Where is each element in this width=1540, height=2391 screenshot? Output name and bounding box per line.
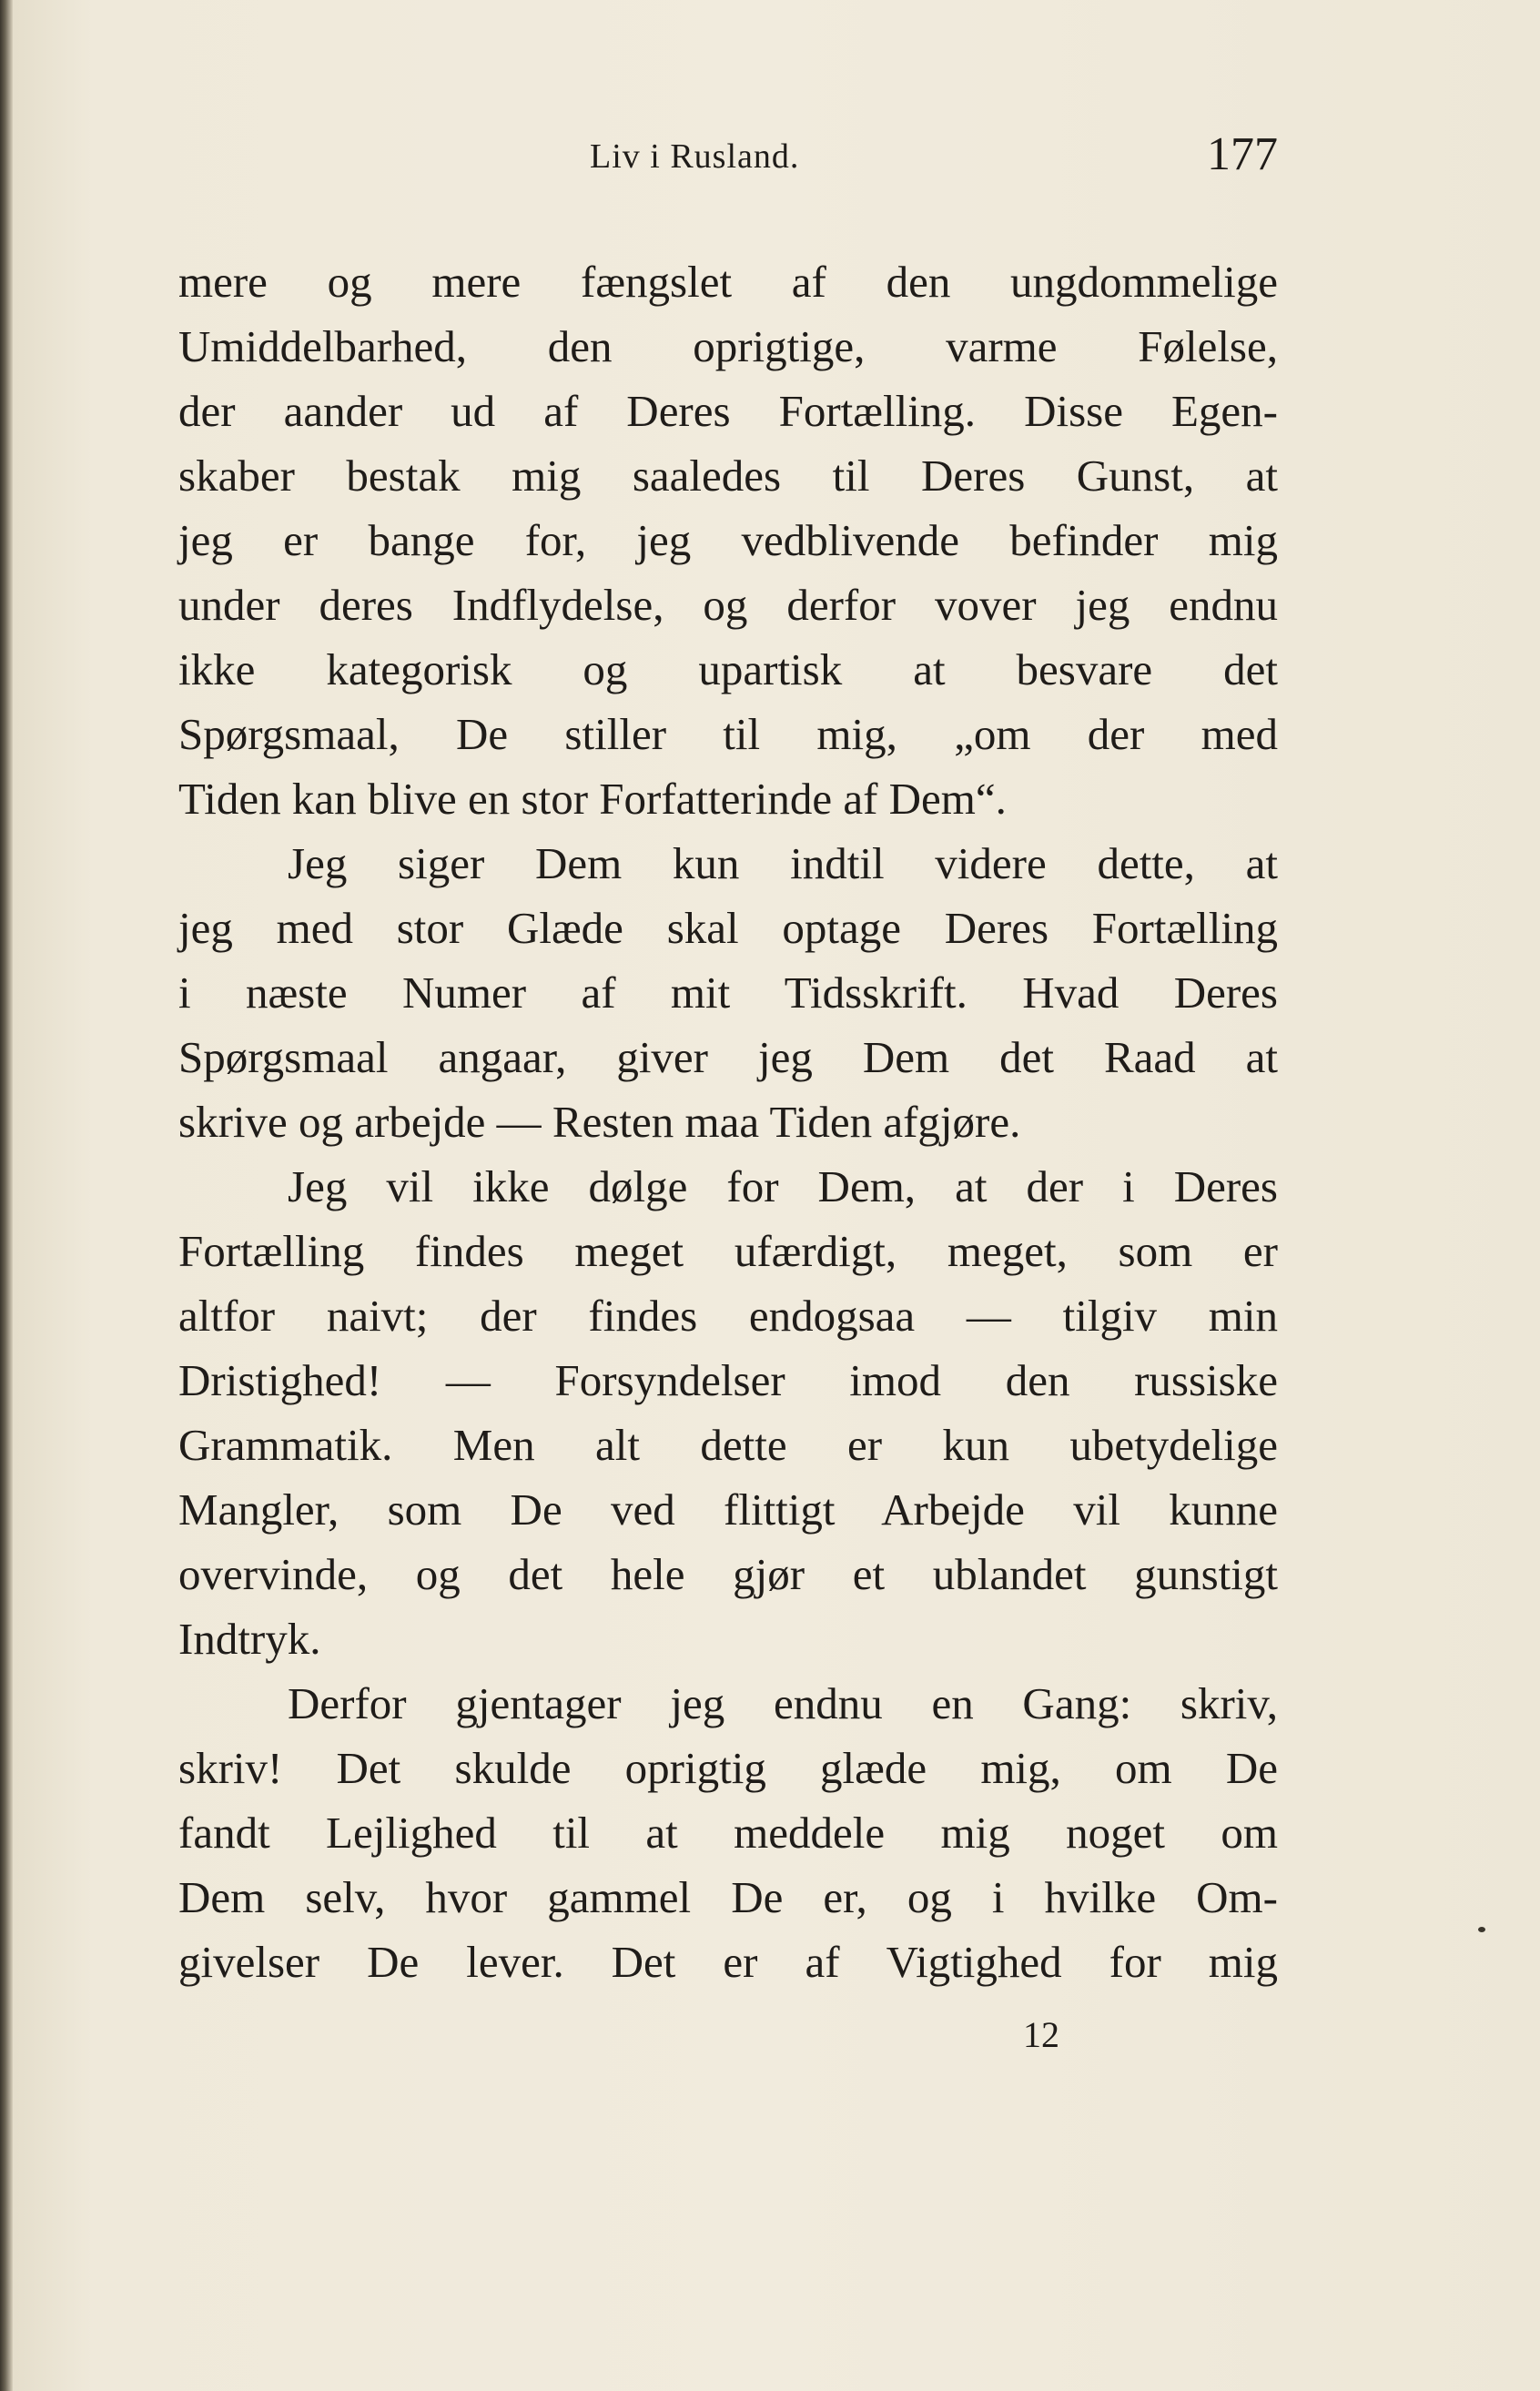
text-line: skriv! Det skulde oprigtig glæde mig, om De [178,1743,1278,1793]
text-line: jeg med stor Glæde skal optage Deres Fortælling [178,903,1278,953]
text-line: Spørgsmaal angaar, giver jeg Dem det Raad at [178,1032,1278,1082]
text-line: Dristighed! — Forsyndelser imod den russiske [178,1355,1278,1405]
text-line: altfor naivt; der findes endogsaa — tilgiv min [178,1291,1278,1341]
page-number: 177 [1207,128,1278,180]
text-line: Mangler, som De ved flittigt Arbejde vil kunne [178,1484,1278,1535]
text-line: skrive og arbejde — Resten maa Tiden afgjøre. [178,1097,1021,1147]
signature-mark: 12 [1023,2014,1059,2055]
text-line: der aander ud af Deres Fortælling. Disse Egen- [178,386,1278,436]
text-line: Dem selv, hvor gammel De er, og i hvilke Om- [178,1872,1278,1922]
text-line: overvinde, og det hele gjør et ublandet gunstigt [178,1549,1278,1599]
text-line: Derfor gjentager jeg endnu en Gang: skriv, [288,1678,1278,1728]
running-head-title: Liv i Rusland. [590,137,800,176]
text-line: Tiden kan blive en stor Forfatterinde af Dem“. [178,774,1007,824]
text-line: Grammatik. Men alt dette er kun ubetydelige [178,1420,1278,1470]
text-line: Indtryk. [178,1614,321,1664]
text-line: mere og mere fængslet af den ungdommelige [178,257,1278,307]
text-line: under deres Indflydelse, og derfor vover jeg endnu [178,580,1278,630]
text-line: Jeg vil ikke dølge for Dem, at der i Deres [288,1161,1278,1211]
text-line: ikke kategorisk og upartisk at besvare det [178,644,1278,694]
book-spine-edge [0,0,13,2391]
ink-speck [1478,1927,1485,1932]
text-line: Spørgsmaal, De stiller til mig, „om der med [178,709,1278,759]
text-line: Fortælling findes meget ufærdigt, meget, som er [178,1226,1278,1276]
text-line: givelser De lever. Det er af Vigtighed for mig [178,1937,1278,1987]
text-line: Jeg siger Dem kun indtil videre dette, at [288,838,1278,888]
text-line: jeg er bange for, jeg vedblivende befinder mig [178,515,1278,565]
running-head [178,127,1278,200]
text-line: Umiddelbarhed, den oprigtige, varme Følelse, [178,321,1278,371]
body-text [178,249,1278,1994]
text-line: fandt Lejlighed til at meddele mig noget om [178,1808,1278,1858]
text-line: i næste Numer af mit Tidsskrift. Hvad Deres [178,968,1278,1018]
text-line: skaber bestak mig saaledes til Deres Gunst, at [178,451,1278,501]
